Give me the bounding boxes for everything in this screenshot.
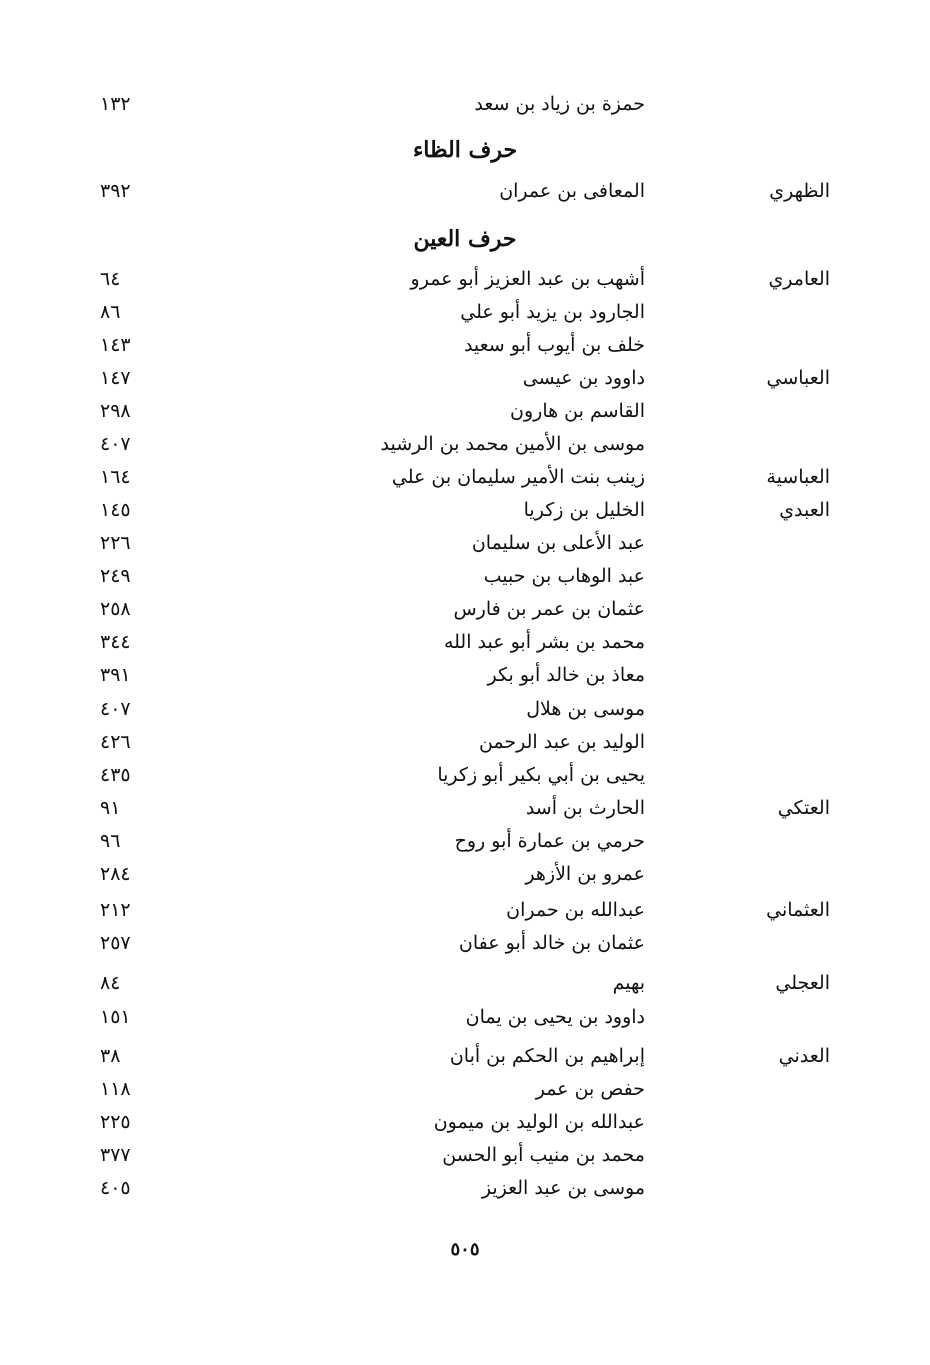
entry-name: عبدالله بن الوليد بن ميمون xyxy=(433,1111,645,1133)
entry-page-number: ٣٩٢ xyxy=(100,180,131,202)
index-entry xyxy=(0,494,930,527)
index-entry xyxy=(0,362,930,395)
entry-name: محمد بن منيب أبو الحسن xyxy=(442,1144,645,1166)
entry-name: عثمان بن خالد أبو عفان xyxy=(458,932,645,954)
entry-page-number: ٩١ xyxy=(100,797,121,819)
index-entry xyxy=(0,560,930,593)
entry-page-number: ٤٠٧ xyxy=(100,698,131,720)
entry-page-number: ٤٠٧ xyxy=(100,433,131,455)
entry-name: محمد بن بشر أبو عبد الله xyxy=(443,631,645,653)
index-entry xyxy=(0,858,930,891)
index-entry xyxy=(0,792,930,825)
index-entry xyxy=(0,461,930,494)
entry-page-number: ١٥١ xyxy=(100,1006,131,1028)
index-entry xyxy=(0,1106,930,1139)
entry-name: داوود بن عيسى xyxy=(522,367,645,389)
entry-page-number: ٤٢٦ xyxy=(100,731,131,753)
entry-name: الخليل بن زكريا xyxy=(523,499,645,521)
page-number-footer: ٥٠٥ xyxy=(450,1239,480,1260)
entry-name: بهيم xyxy=(612,972,645,994)
entry-name: عبد الأعلى بن سليمان xyxy=(471,532,645,554)
entry-page-number: ٢٨٤ xyxy=(100,863,131,885)
entry-page-number: ١٤٥ xyxy=(100,499,131,521)
entry-nisba: العبدي xyxy=(779,499,830,521)
entry-page-number: ٢٥٧ xyxy=(100,932,131,954)
entry-name: الحارث بن أسد xyxy=(525,797,645,819)
section-heading-zaa: حرف الظاء xyxy=(412,137,518,163)
entry-page-number: ١٤٧ xyxy=(100,367,131,389)
entry-nisba: العثماني xyxy=(766,899,830,921)
index-entry xyxy=(0,659,930,692)
entry-name: عمرو بن الأزهر xyxy=(525,863,645,885)
index-entry xyxy=(0,1073,930,1106)
index-entry xyxy=(0,1040,930,1073)
index-entry xyxy=(0,726,930,759)
entry-page-number: ١٦٤ xyxy=(100,466,131,488)
entry-page-number: ٢٥٨ xyxy=(100,598,131,620)
entry-nisba: العامري xyxy=(768,268,830,290)
index-entry xyxy=(0,894,930,927)
entry-page-number: ٩٦ xyxy=(100,830,121,852)
entry-name: عبد الوهاب بن حبيب xyxy=(483,565,645,587)
entry-nisba: العجلي xyxy=(775,972,830,994)
entry-page-number: ٢٢٦ xyxy=(100,532,131,554)
entry-name: حفص بن عمر xyxy=(535,1078,645,1100)
entry-name: موسى بن هلال xyxy=(526,698,645,720)
index-entry xyxy=(0,759,930,792)
index-entry xyxy=(0,263,930,296)
index-entry xyxy=(0,527,930,560)
section-heading-ain: حرف العين xyxy=(413,226,517,252)
entry-name: حرمي بن عمارة أبو روح xyxy=(454,830,645,852)
entry-name: القاسم بن هارون xyxy=(510,400,645,422)
index-entry xyxy=(0,175,930,208)
entry-name: الجارود بن يزيد أبو علي xyxy=(460,301,645,323)
entry-page-number: ٣٩١ xyxy=(100,664,131,686)
entry-page-number: ٨٤ xyxy=(100,972,121,994)
index-entry xyxy=(0,428,930,461)
index-entry xyxy=(0,693,930,726)
index-entry xyxy=(0,967,930,1000)
entry-page-number: ١١٨ xyxy=(100,1078,131,1100)
entry-name: إبراهيم بن الحكم بن أبان xyxy=(449,1045,645,1067)
entry-page-number: ٤٣٥ xyxy=(100,764,131,786)
entry-name: داوود بن يحيى بن يمان xyxy=(465,1006,645,1028)
entry-page-number: ٨٦ xyxy=(100,301,121,323)
index-entry xyxy=(0,1172,930,1205)
index-entry xyxy=(0,1001,930,1034)
entry-page-number: ٣٨ xyxy=(100,1045,121,1067)
entry-name: المعافى بن عمران xyxy=(499,180,645,202)
entry-name: عبدالله بن حمران xyxy=(506,899,645,921)
entry-nisba: العتكي xyxy=(777,797,830,819)
index-entry xyxy=(0,329,930,362)
entry-name: حمزة بن زياد بن سعد xyxy=(474,93,645,115)
entry-page-number: ٢٤٩ xyxy=(100,565,131,587)
entry-name: عثمان بن عمر بن فارس xyxy=(453,598,645,620)
index-entry-continued xyxy=(0,88,930,121)
entry-name: الوليد بن عبد الرحمن xyxy=(478,731,645,753)
entry-page-number: ٣٤٤ xyxy=(100,631,131,653)
entry-name: معاذ بن خالد أبو بكر xyxy=(487,664,645,686)
index-entry xyxy=(0,1139,930,1172)
entry-nisba: الظهري xyxy=(769,180,830,202)
entry-page-number: ٢٢٥ xyxy=(100,1111,131,1133)
entry-name: أشهب بن عبد العزيز أبو عمرو xyxy=(410,268,645,290)
entry-name: موسى بن عبد العزيز xyxy=(481,1177,645,1199)
index-entry xyxy=(0,825,930,858)
index-entry xyxy=(0,593,930,626)
index-entry xyxy=(0,395,930,428)
entry-name: خلف بن أيوب أبو سعيد xyxy=(463,334,645,356)
index-entry xyxy=(0,296,930,329)
entry-page-number: ١٣٢ xyxy=(100,93,131,115)
entry-name: يحيى بن أبي بكير أبو زكريا xyxy=(437,764,645,786)
entry-page-number: ١٤٣ xyxy=(100,334,131,356)
entry-page-number: ٣٧٧ xyxy=(100,1144,131,1166)
index-entry xyxy=(0,927,930,960)
entry-nisba: العباسي xyxy=(766,367,830,389)
entry-nisba: العباسية xyxy=(766,466,830,488)
entry-nisba: العدني xyxy=(778,1045,830,1067)
index-entry xyxy=(0,626,930,659)
entry-page-number: ٢٩٨ xyxy=(100,400,131,422)
entry-page-number: ٢١٢ xyxy=(100,899,131,921)
entry-name: زينب بنت الأمير سليمان بن علي xyxy=(391,466,645,488)
entry-name: موسى بن الأمين محمد بن الرشيد xyxy=(380,433,645,455)
entry-page-number: ٤٠٥ xyxy=(100,1177,131,1199)
entry-page-number: ٦٤ xyxy=(100,268,121,290)
